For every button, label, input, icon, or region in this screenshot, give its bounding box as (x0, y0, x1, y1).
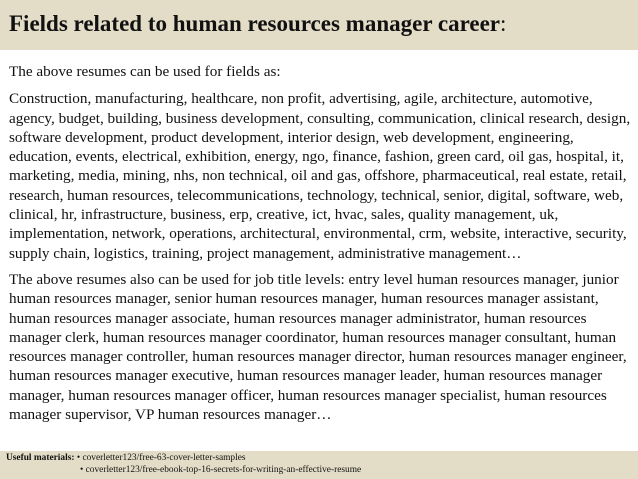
job-levels-paragraph: The above resumes also can be used for job title levels: entry level human resources manager, junior human resources manager, senior human resources manager, human resources manager assistant, human resources manager associate, human resources manager administrator, human resources manager clerk, human resources manager coordinator, human resources manager consultant, human resources manager controller, human resources manager director, human resources manager engineer, human resources manager executive, human resources manager leader, human resources manager manager, human resources manager officer, human resources manager specialist, human resources manager supervisor, VP human resources manager… (9, 270, 627, 424)
footer (0, 451, 638, 479)
title-colon: : (500, 11, 507, 36)
footer-line-1 (6, 453, 638, 465)
footer-line-2 (6, 465, 638, 477)
footer-link-ebook[interactable]: • coverletter123/free-ebook-top-16-secrets-for-writing-an-effective-resume (80, 464, 362, 475)
footer-link-cover-letters[interactable]: • coverletter123/free-63-cover-letter-samples (76, 453, 246, 463)
fields-paragraph: Construction, manufacturing, healthcare, non profit, advertising, agile, architecture, automotive, agency, budget, building, business development, consulting, communication, clinical research, design, software development, product development, interior design, web development, engineering, education, events, electrical, exhibition, energy, ngo, finance, fashion, green card, oil gas, hospital, it, marketing, media, mining, nhs, non technical, oil and gas, offshore, pharmaceutical, real estate, retail, research, human resources, telecommunications, technology, technical, senior, digital, software, web, clinical, hr, infrastructure, business, erp, creative, ict, hvac, sales, quality management, uk, implementation, network, operations, architectural, environmental, crm, website, interactive, security, supply chain, logistics, training, project management, administrative management… (9, 90, 631, 262)
intro-text: The above resumes can be used for fields as: (9, 63, 281, 80)
useful-materials-label: Useful materials: (6, 453, 75, 463)
content-body (9, 62, 633, 431)
title-bar (0, 0, 638, 50)
page-title: Fields related to human resources manager career (9, 11, 501, 36)
